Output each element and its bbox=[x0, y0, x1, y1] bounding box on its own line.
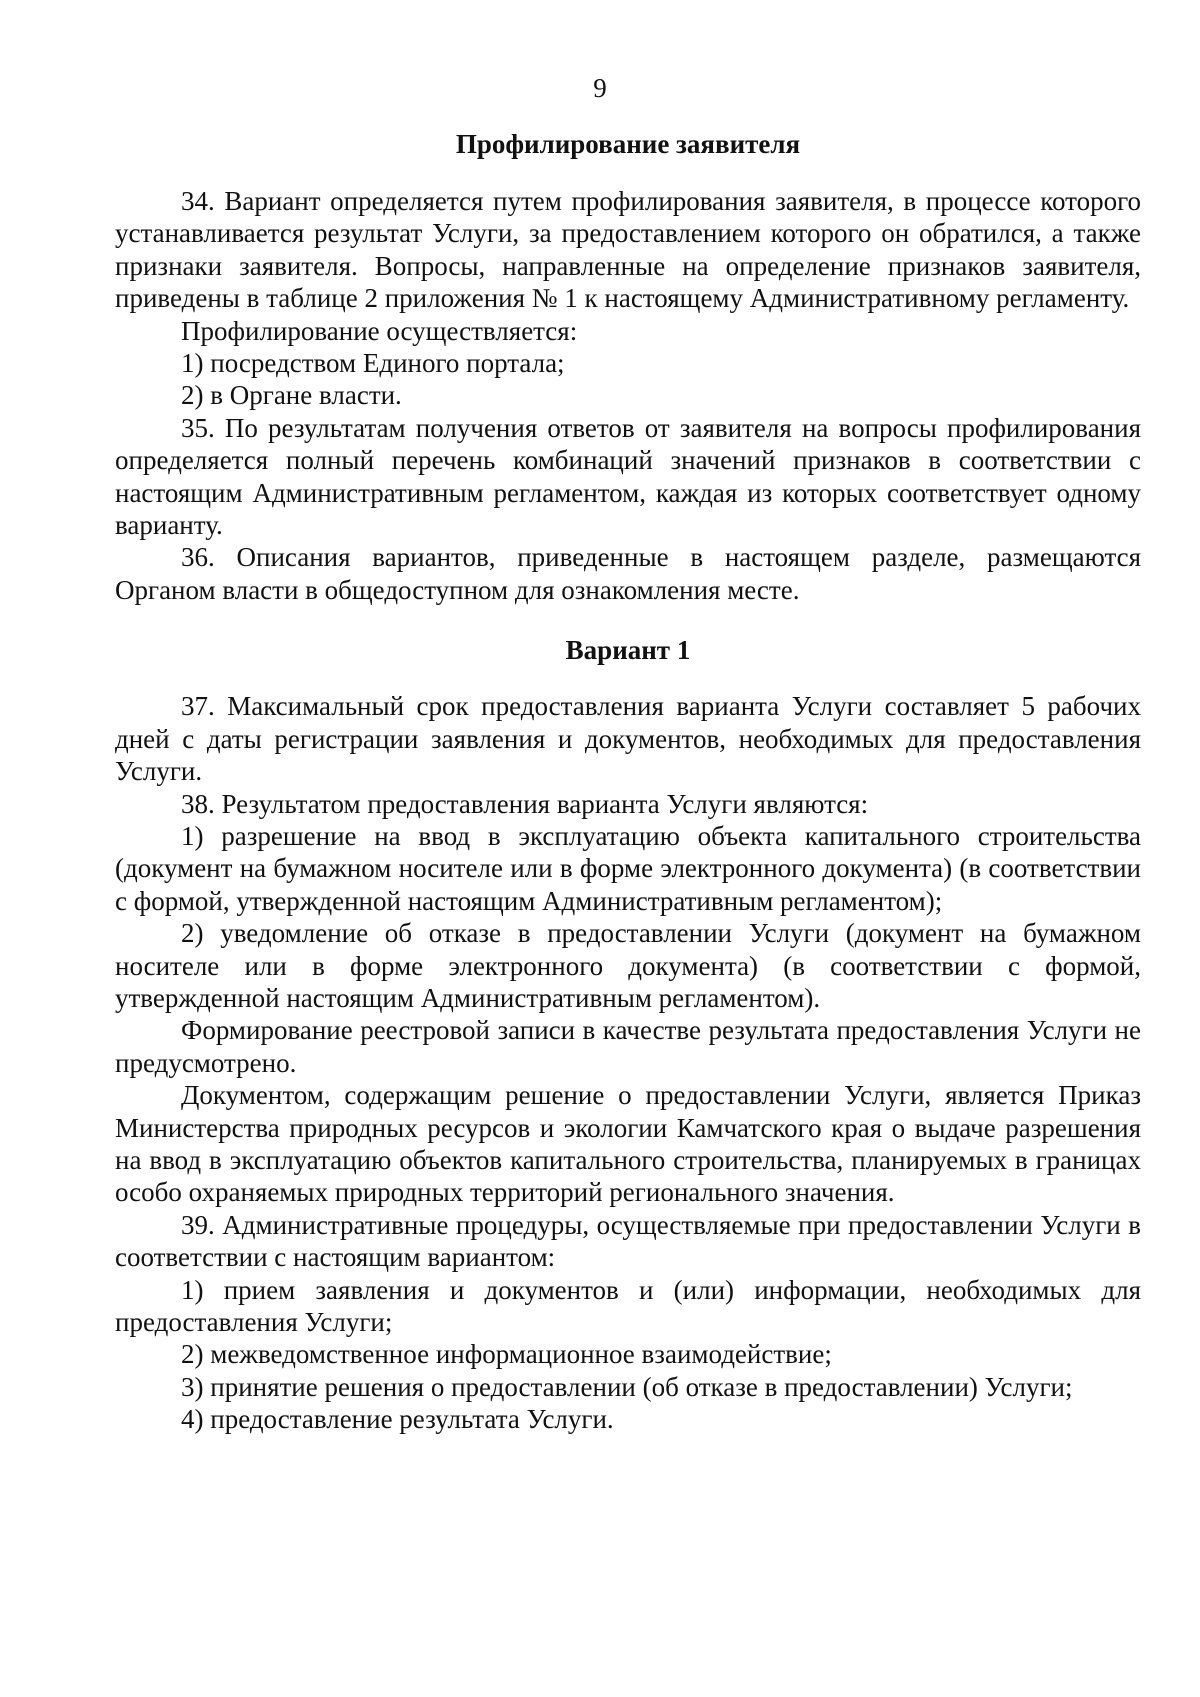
paragraph-36: 36. Описания вариантов, приведенные в настоящем разделе, размещаются Органом власти в общедоступном для ознакомления месте. bbox=[115, 542, 1141, 605]
list-item-portal: 1) посредством Единого портала; bbox=[181, 348, 565, 379]
paragraph-profiling-intro: Профилирование осуществляется: bbox=[181, 315, 578, 346]
list-item-interagency: 2) межведомственное информационное взаимодействие; bbox=[181, 1339, 832, 1370]
paragraph-decision-document: Документом, содержащим решение о предоставлении Услуги, является Приказ Министерства природных ресурсов и экологии Камчатского края о выдаче разрешения на ввод в эксплуатацию объектов капитального строительства, планируемых в границах особо охраняемых природных территорий регионального значения. bbox=[115, 1080, 1141, 1208]
list-item-refusal-notice: 2) уведомление об отказе в предоставлении Услуги (документ на бумажном носителе или в форме электронного документа) (в соответствии с формой, утвержденной настоящим Административным регламентом). bbox=[115, 918, 1141, 1013]
page-number: 9 bbox=[593, 73, 607, 103]
paragraph-34: 34. Вариант определяется путем профилирования заявителя, в процессе которого устанавливается результат Услуги, за предоставлением которого он обратился, а также признаки заявителя. Вопросы, направленные на определение признаков заявителя, приведены в таблице 2 приложения № 1 к настоящему Административному регламенту. bbox=[115, 186, 1141, 314]
profiling-section bbox=[115, 185, 1141, 606]
paragraph-35: 35. По результатам получения ответов от заявителя на вопросы профилирования определяется полный перечень комбинаций значений признаков в соответствии с настоящим Административным регламентом, каждая из которых соответствует одному варианту. bbox=[115, 412, 1141, 541]
section-heading-variant-1: Вариант 1 bbox=[565, 635, 691, 666]
list-item-result: 4) предоставление результата Услуги. bbox=[181, 1404, 614, 1435]
paragraph-38: 38. Результатом предоставления варианта Услуги являются: bbox=[181, 788, 869, 819]
document-body bbox=[115, 128, 1141, 1436]
paragraph-37: 37. Максимальный срок предоставления варианта Услуги составляет 5 рабочих дней с даты регистрации заявления и документов, необходимых для предоставления Услуги. bbox=[115, 691, 1141, 787]
list-item-decision: 3) принятие решения о предоставлении (об отказе в предоставлении) Услуги; bbox=[181, 1371, 1073, 1402]
variant-1-section bbox=[115, 690, 1141, 1435]
list-item-authority: 2) в Органе власти. bbox=[181, 380, 402, 411]
section-heading-profiling: Профилирование заявителя bbox=[455, 129, 801, 159]
list-item-application-intake: 1) прием заявления и документов и (или) информации, необходимых для предоставления Услуги; bbox=[115, 1274, 1141, 1337]
list-item-permit: 1) разрешение на ввод в эксплуатацию объекта капитального строительства (документ на бумажном носителе или в форме электронного документа) (в соответствии с формой, утвержденной настоящим Административным регламентом); bbox=[115, 820, 1141, 916]
paragraph-registry-record: Формирование реестровой записи в качестве результата предоставления Услуги не предусмотрено. bbox=[115, 1015, 1141, 1078]
paragraph-39: 39. Административные процедуры, осуществляемые при предоставлении Услуги в соответствии с настоящим вариантом: bbox=[115, 1209, 1141, 1273]
